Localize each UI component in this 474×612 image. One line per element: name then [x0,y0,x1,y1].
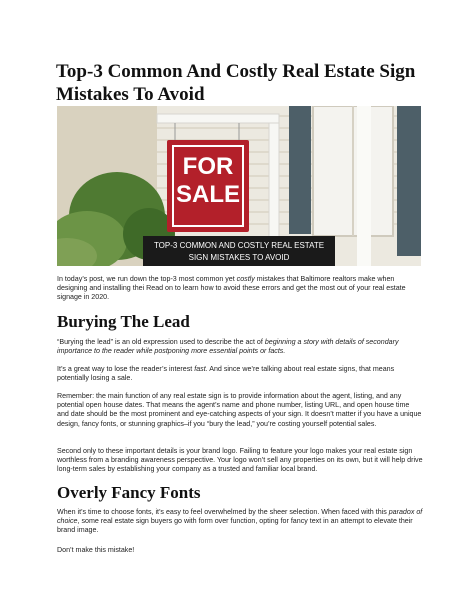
section1-paragraph-4: Second only to these important details is your brand logo. Failing to feature your logo makes your real estate sign worthless from a branding awareness perspective. Your logo won’t sell any properties on its own, but it will help drive long-term sales by establishing your company as a trusted and familiar local brand. [57,447,423,474]
intro-paragraph: In today’s post, we run down the top-3 most common yet costly mistakes that Baltimore realtors make when designing and installing thei Read on to learn how to avoid these errors and get the most out of your real estate signage in 2020. [57,275,406,302]
for-sale-sign-illustration [57,106,421,266]
section1-paragraph-3: Remember: the main function of any real estate sign is to provide information about the agent, listing, and any potential open house dates. That means the agent’s name and phone number, listing URL, and open house time and date should be the most prominent and eye-catching aspects of your sign. It doesn’t matter if you have a unique design, fancy fonts, or stunning graphics–if you “bury the lead,” you’re costing yourself potential sales. [57,392,422,428]
page-title: Top-3 Common And Costly Real Estate Sign Mistakes To Avoid [56,61,416,105]
hero-image [57,106,421,266]
section2-paragraph-1: When it’s time to choose fonts, it’s easy to feel overwhelmed by the sheer selection. When faced with this paradox of choice, some real estate sign buyers go with form over function, opting for fancy text in an attempt to elevate their brand image. [57,508,423,535]
section2-paragraph-2: Don’t make this mistake! [57,546,135,554]
sign-text-sale: SALE [175,181,241,208]
section-heading-burying-the-lead: Burying The Lead [57,312,190,331]
section1-paragraph-2: It’s a great way to lose the reader’s interest fast. And since we’re talking about real estate signs, that means potentially losing a sale. [57,365,395,383]
hero-caption-line2: SIGN MISTAKES TO AVOID [188,253,290,262]
hero-caption-line1: TOP-3 COMMON AND COSTLY REAL ESTATE [153,241,325,250]
section1-paragraph-1: “Burying the lead” is an old expression used to describe the act of beginning a story with details of secondary importance to the reader while postponing more essential points or facts. [57,338,399,356]
section-heading-overly-fancy-fonts: Overly Fancy Fonts [57,483,201,502]
sign-text-for: FOR [182,153,234,180]
